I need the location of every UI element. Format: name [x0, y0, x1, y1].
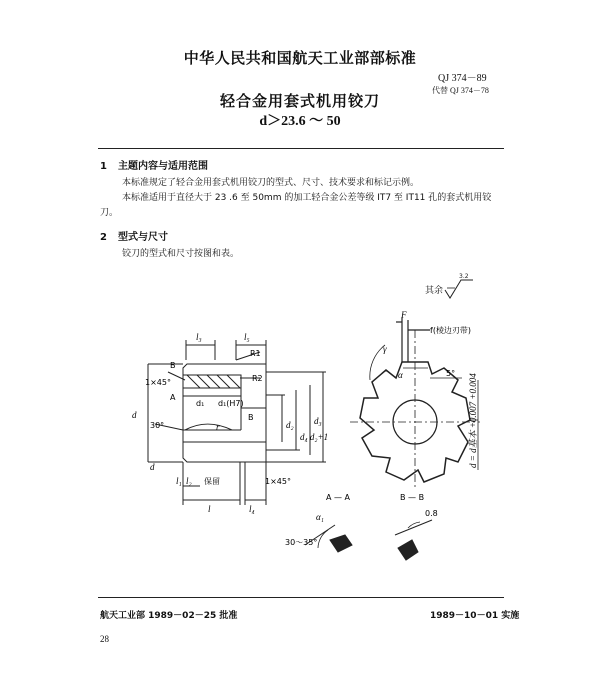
footer-divider — [98, 597, 504, 598]
label-bottom-text: 保留 — [204, 477, 220, 486]
label-d4: d₄ d₂+1 — [300, 432, 329, 442]
label-roughness-small: 0.8 — [425, 509, 438, 518]
standard-number: QJ 374－89 — [438, 73, 487, 84]
roughness-value: 3.2 — [459, 273, 469, 280]
approval-date: 航天工业部 1989－02－25 批准 — [100, 611, 238, 621]
label-F: F — [401, 310, 407, 320]
label-R2: R2 — [252, 374, 263, 383]
label-d: d — [132, 410, 137, 420]
label-chamfer-bottom: 1×45° — [265, 477, 291, 486]
label-gamma: γ — [383, 344, 387, 354]
section-1-paragraph-2: 本标准适用于直径大于 23 .6 至 50mm 的加工轻合金公差等级 IT7 至 IT11 孔的套式机用铰 — [122, 193, 492, 203]
label-B: B — [170, 361, 176, 370]
standard-replaces: 代替 QJ 374－78 — [432, 86, 489, 95]
label-d-bottom: d — [150, 462, 155, 472]
label-A: A — [170, 393, 176, 402]
document-subtitle: d＞23.6 ～ 50 — [259, 114, 341, 129]
label-angle-range: 30～35° — [285, 538, 318, 547]
label-f-note: f(棱边刃带) — [430, 326, 472, 335]
label-d2: d₂ — [286, 420, 294, 430]
section-1-paragraph-2-continued: 刀。 — [100, 208, 119, 218]
label-l5: l₅ — [244, 332, 250, 342]
label-d1: d₁ — [196, 399, 205, 408]
section-1-number: 1 — [100, 161, 107, 172]
label-l3: l₃ — [196, 332, 202, 342]
label-l4: l₄ — [249, 504, 255, 514]
roughness-note-label: 其余 — [425, 286, 444, 296]
label-alpha1: α₁ — [316, 512, 324, 522]
label-d1-fit: d₁(H7) — [218, 399, 244, 408]
document-title: 轻合金用套式机用铰刀 — [219, 92, 380, 110]
section-1-paragraph-1: 本标准规定了轻合金用套式机用铰刀的型式、尺寸、技术要求和标记示例。 — [122, 178, 420, 188]
label-l1: l₁ — [176, 476, 182, 486]
section-a-a-title: A — A — [326, 493, 351, 502]
label-R1: R1 — [250, 349, 261, 358]
label-l2: l₂ — [186, 476, 192, 486]
page-number: 28 — [100, 634, 109, 644]
label-d-spec: d = d基本 +0.007 +0.004 — [468, 373, 478, 468]
section-b-b-title: B — B — [400, 493, 425, 502]
label-chamfer-top: 1×45° — [145, 378, 171, 387]
organization-title: 中华人民共和国航天工业部部标准 — [183, 49, 417, 67]
label-angle-small: 5° — [446, 369, 456, 378]
section-2-paragraph-1: 铰刀的型式和尺寸按图和表。 — [122, 249, 240, 259]
label-l: l — [208, 504, 211, 514]
section-2-number: 2 — [100, 232, 107, 243]
section-2-title: 型式与尺寸 — [118, 232, 168, 243]
label-alpha: α — [398, 370, 403, 380]
implementation-date: 1989－10－01 实施 — [430, 611, 520, 621]
label-d3: d₃ — [314, 416, 322, 426]
section-1-title: 主题内容与适用范围 — [118, 161, 208, 172]
label-B-right: B — [248, 413, 254, 422]
label-r: r — [216, 422, 220, 432]
label-angle-30: 30° — [150, 421, 165, 430]
